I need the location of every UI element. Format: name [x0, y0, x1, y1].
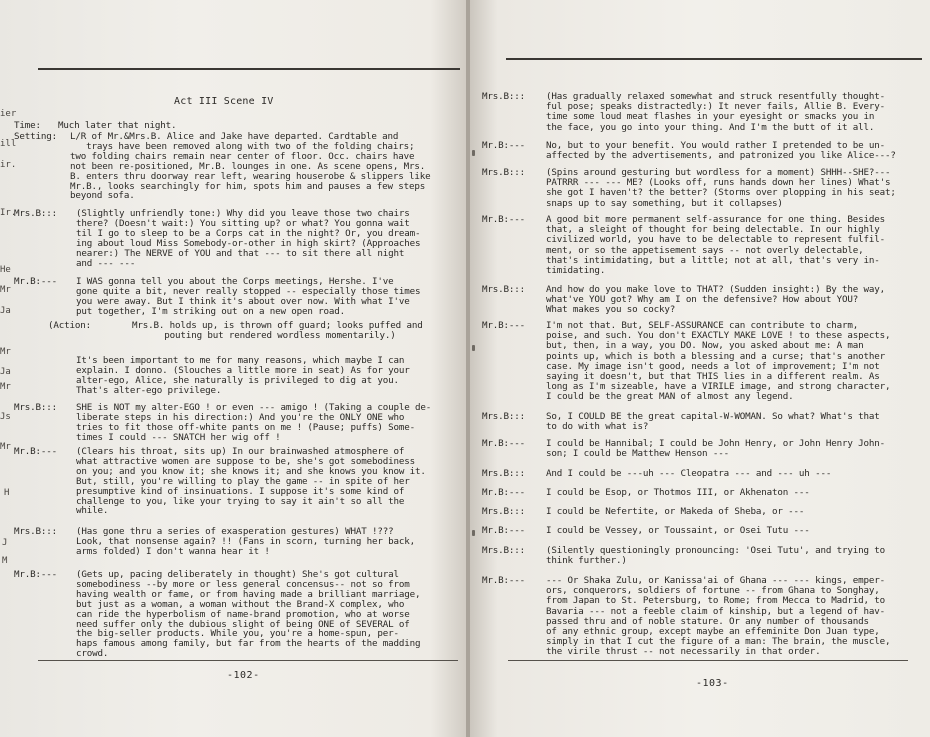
binding-mark: [472, 345, 475, 351]
dialogue-line: but just as a woman, a woman without the Brand-X complex, who: [76, 598, 405, 610]
dialogue-line: points up, which is both a blessing and a curse; that's another: [546, 350, 886, 362]
dialogue-line: Much later that night.: [58, 120, 177, 131]
dialogue-line: what've YOU got? Why am I on the defensive? How about YOU?: [546, 294, 859, 306]
dialogue-line: timidating.: [546, 265, 606, 276]
right-page: [470, 0, 930, 737]
dialogue-line: --- Or Shaka Zulu, or Kanissa'ai of Ghana --- --- kings, emper-: [546, 575, 886, 586]
dialogue-line: (Clears his throat, sits up) In our brainwashed atmosphere of: [76, 446, 405, 457]
speaker-label: Mrs.B:::: [482, 167, 526, 178]
top-rule: [38, 68, 460, 70]
dialogue-line: tries to fit those off-white pants on me ! (Pause; puffs) Some-: [76, 421, 416, 433]
dialogue-line: having wealth or fame, or from having made a brilliant marriage,: [76, 588, 421, 600]
dialogue-line: nearer:) The NERVE of YOU and that --- to sit there all night: [76, 247, 405, 259]
margin-fragment: M: [2, 556, 8, 566]
page-number: -103-: [696, 678, 729, 689]
dialogue-line: And how do you make love to THAT? (Sudden insight:) By the way,: [546, 284, 886, 295]
dialogue-line: pouting but rendered wordless momentarily.): [132, 329, 396, 341]
speaker-label: Mrs.B:::: [482, 545, 526, 556]
dialogue-line: to do with what is?: [546, 421, 649, 433]
dialogue-line: the virile thrust -- not necessarily in that order.: [546, 646, 821, 658]
dialogue-line: what attractive women are suppose to be, she's got somebodiness: [76, 455, 416, 467]
margin-fragment: Mr: [0, 442, 11, 452]
margin-fragment: Js: [0, 412, 11, 422]
margin-fragment: Ja: [0, 306, 11, 316]
dialogue-line: that's intimidating, but a little; not at all, that's very in-: [546, 254, 880, 266]
dialogue-line: put together, I'm striking out on a new open road.: [76, 305, 346, 317]
dialogue-line: think further.): [546, 555, 627, 567]
speaker-label: Mrs.B:::: [482, 91, 526, 102]
dialogue-line: (Spins around gesturing but wordless for a moment) SHHH--SHE?---: [546, 167, 891, 178]
dialogue-line: passed thru and of noble stature. Or any number of thousands: [546, 615, 869, 627]
margin-fragment: Ir.: [0, 208, 17, 218]
speaker-label: Mr.B:---: [14, 276, 58, 287]
dialogue-line: arms folded) I don't wanna hear it !: [76, 545, 270, 557]
dialogue-line: there? (Doesn't wait:) You sitting up? or what? You gonna wait: [76, 217, 410, 229]
margin-fragment: Mr: [0, 285, 11, 295]
dialogue-line: ment, or so the appetisement says -- not overly delectable,: [546, 244, 864, 256]
dialogue-line: gone quite a bit, never really stopped -- especially those times: [76, 285, 421, 297]
dialogue-line: That's alter-ego privilege.: [76, 384, 222, 396]
dialogue-line: explain. I donno. (Slouches a little more in seat) As for your: [76, 364, 410, 376]
dialogue-line: I could be the great MAN of almost any legend.: [546, 391, 794, 403]
dialogue-line: haps famous among family, but far from the hearts of the madding: [76, 638, 421, 650]
dialogue-line: Mr.B., looks searchingly for him, spots him and pauses a few steps: [70, 180, 426, 192]
dialogue-line: alter-ego, Alice, she naturally is privileged to dig at you.: [76, 374, 399, 386]
dialogue-line: she got I haven't? the better? (Storms over plopping in his seat;: [546, 187, 896, 199]
bottom-rule: [508, 660, 908, 661]
dialogue-line: that, a sleight of thought for being delectable. In our highly: [546, 224, 880, 236]
dialogue-line: not been re-positioned, Mr.B. lounges in one. As scene opens, Mrs.: [70, 160, 426, 172]
dialogue-line: of any ethnic group, except maybe an effeminite Don Juan type,: [546, 626, 880, 637]
dialogue-line: the big-seller products. While you, you're a home-spun, per-: [76, 628, 399, 640]
dialogue-line: I could be Nefertite, or Makeda of Sheba, or ---: [546, 506, 805, 517]
speaker-label: Setting:: [14, 131, 58, 142]
dialogue-line: son; I could be Matthew Henson ---: [546, 448, 729, 460]
speaker-label: Mr.B:---: [482, 214, 526, 225]
dialogue-line: times I could --- SNATCH her wig off !: [76, 431, 281, 443]
scene-title: Act III Scene IV: [174, 96, 274, 107]
dialogue-line: from Japan to St. Petersburg, to Rome; from Mecca to Madrid, to: [546, 595, 886, 607]
dialogue-line: So, I COULD BE the great capital-W-WOMAN. So what? What's that: [546, 411, 880, 422]
speaker-label: Mrs.B:::: [482, 284, 526, 295]
dialogue-line: til I go to sleep to be a Corps cat in the night? Or, you dream-: [76, 227, 421, 239]
speaker-label: Mr.B:---: [482, 487, 526, 498]
dialogue-line: But, still, you're willing to play the game -- in spite of her: [76, 475, 410, 487]
speaker-label: Mr.B:---: [482, 438, 526, 449]
dialogue-line: Bavaria --- not a feeble claim of kinship, but a legend of hav-: [546, 605, 886, 617]
binding-mark: [472, 150, 475, 156]
dialogue-line: SHE is NOT my alter-EGO ! or even --- amigo ! (Taking a couple de-: [76, 402, 432, 413]
bottom-rule: [38, 660, 458, 661]
dialogue-line: but, then, in a way, you DO. Now, you asked about me: A man: [546, 340, 864, 352]
speaker-label: Mr.B:---: [482, 320, 526, 331]
dialogue-line: ors, conquerors, soldiers of fortune -- from Ghana to Songhay,: [546, 585, 880, 597]
dialogue-line: poise, and such. You don't EXACTLY MAKE LOVE ! to these aspects,: [546, 330, 891, 342]
dialogue-line: L/R of Mr.&Mrs.B. Alice and Jake have departed. Cardtable and: [70, 131, 399, 142]
speaker-label: Mr.B:---: [482, 140, 526, 151]
dialogue-line: challenge to you, like your trying to say it ain't so all the: [76, 495, 405, 507]
dialogue-line: beyond sofa.: [70, 190, 135, 202]
dialogue-line: affected by the advertisements, and patronized you like Alice---?: [546, 150, 896, 162]
margin-fragment: H: [4, 488, 10, 498]
dialogue-line: you were away. But I think it's about over now. With what I've: [76, 295, 410, 307]
dialogue-line: can ride the hyperbolism of name-brand promotion, who at worse: [76, 608, 410, 620]
dialogue-line: ing about loud Miss Somebody-or-other in high skirt? (Approaches: [76, 237, 421, 249]
speaker-label: (Action:: [48, 320, 92, 331]
dialogue-line: (Silently questioningly pronouncing: 'Osei Tutu', and trying to: [546, 545, 886, 556]
dialogue-line: B. enters thru doorway rear left, wearing houserobe & slippers like: [70, 170, 431, 182]
dialogue-line: And I could be ---uh --- Cleopatra --- and --- uh ---: [546, 468, 832, 479]
dialogue-line: case. My image isn't good, needs a lot of improvement; I'm not: [546, 360, 880, 372]
dialogue-line: somebodiness --by more or less general concensus-- not so from: [76, 578, 410, 590]
dialogue-line: liberate steps in his direction:) And you're the ONLY ONE who: [76, 411, 405, 423]
dialogue-line: on you; and you know it; she knows it; and she knows you know it.: [76, 465, 426, 477]
dialogue-line: It's been important to me for many reasons, which maybe I can: [76, 355, 405, 366]
dialogue-line: PATRRR --- --- ME? (Looks off, runs hands down her lines) What's: [546, 177, 891, 189]
margin-fragment: ill: [0, 139, 17, 149]
dialogue-line: (Has gradually relaxed somewhat and struck resentfully thought-: [546, 91, 886, 102]
dialogue-line: need suffer only the dubious slight of being ONE of SEVERAL of: [76, 618, 410, 630]
dialogue-line: snaps up to say something, but it collapses): [546, 197, 783, 209]
dialogue-line: long as I'm sizeable, have a VIRILE image, and strong character,: [546, 381, 891, 393]
dialogue-line: simply in that I cut the figure of a man: The brain, the muscle,: [546, 636, 891, 648]
speaker-label: Mr.B:---: [14, 446, 58, 457]
speaker-label: Mrs.B:::: [482, 468, 526, 479]
speaker-label: Mrs.B:::: [482, 411, 526, 422]
binding-mark: [472, 530, 475, 536]
top-rule: [506, 58, 922, 60]
margin-fragment: J: [2, 538, 8, 548]
speaker-label: Mr.B:---: [482, 525, 526, 536]
dialogue-line: I'm not that. But, SELF-ASSURANCE can contribute to charm,: [546, 320, 859, 331]
margin-fragment: Ja: [0, 367, 11, 377]
dialogue-line: trays have been removed along with two of the folding chairs;: [70, 140, 415, 152]
dialogue-line: saying it doesn't, but that THIS lies in a different realm. As: [546, 371, 880, 382]
page-number: -102-: [227, 670, 260, 681]
dialogue-line: (Has gone thru a series of exasperation gestures) WHAT !???: [76, 526, 394, 537]
dialogue-line: Mrs.B. holds up, is thrown off guard; looks puffed and: [132, 320, 423, 331]
dialogue-line: Look, that nonsense again? !! (Fans in scorn, turning her back,: [76, 535, 416, 547]
dialogue-line: and --- ---: [76, 257, 136, 269]
dialogue-line: crowd.: [76, 648, 109, 660]
dialogue-line: while.: [76, 505, 109, 517]
dialogue-line: civilized world, you have to be delectable to represent fulfil-: [546, 234, 886, 246]
margin-fragment: ier: [0, 109, 17, 119]
dialogue-line: two folding chairs remain near center of floor. Occ. chairs have: [70, 150, 415, 162]
speaker-label: Mrs.B:::: [14, 402, 58, 413]
speaker-label: Mrs.B:::: [14, 526, 58, 537]
margin-fragment: Mr: [0, 347, 11, 357]
speaker-label: Mr.B:---: [14, 569, 58, 580]
dialogue-line: I could be Esop, or Thotmos III, or Akhenaton ---: [546, 487, 810, 498]
dialogue-line: time some loud meat flashes in your eyesight or smacks you in: [546, 111, 875, 123]
speaker-label: Mr.B:---: [482, 575, 526, 586]
margin-fragment: He: [0, 265, 11, 275]
dialogue-line: I WAS gonna tell you about the Corps meetings, Hershe. I've: [76, 276, 394, 287]
dialogue-line: (Slightly unfriendly tone:) Why did you leave those two chairs: [76, 208, 410, 219]
dialogue-line: presumptive kind of insinuations. I suppose it's some kind of: [76, 485, 405, 497]
dialogue-line: the face, you go into your thing. And I'm the butt of it all.: [546, 121, 875, 133]
dialogue-line: What makes you so cocky?: [546, 304, 676, 316]
speaker-label: Time:: [14, 120, 41, 131]
dialogue-line: A good bit more permanent self-assurance for one thing. Besides: [546, 214, 886, 225]
speaker-label: Mrs.B:::: [482, 506, 526, 517]
dialogue-line: (Gets up, pacing deliberately in thought) She's got cultural: [76, 569, 399, 580]
dialogue-line: ful pose; speaks distractedly:) It never fails, Allie B. Every-: [546, 101, 886, 113]
dialogue-line: I could be Vessey, or Toussaint, or Osei Tutu ---: [546, 525, 810, 536]
speaker-label: Mrs.B:::: [14, 208, 58, 219]
margin-fragment: Mr: [0, 382, 11, 392]
dialogue-line: I could be Hannibal; I could be John Henry, or John Henry John-: [546, 438, 886, 449]
margin-fragment: ir.: [0, 160, 17, 170]
dialogue-line: No, but to your benefit. You would rather I pretended to be un-: [546, 140, 886, 151]
